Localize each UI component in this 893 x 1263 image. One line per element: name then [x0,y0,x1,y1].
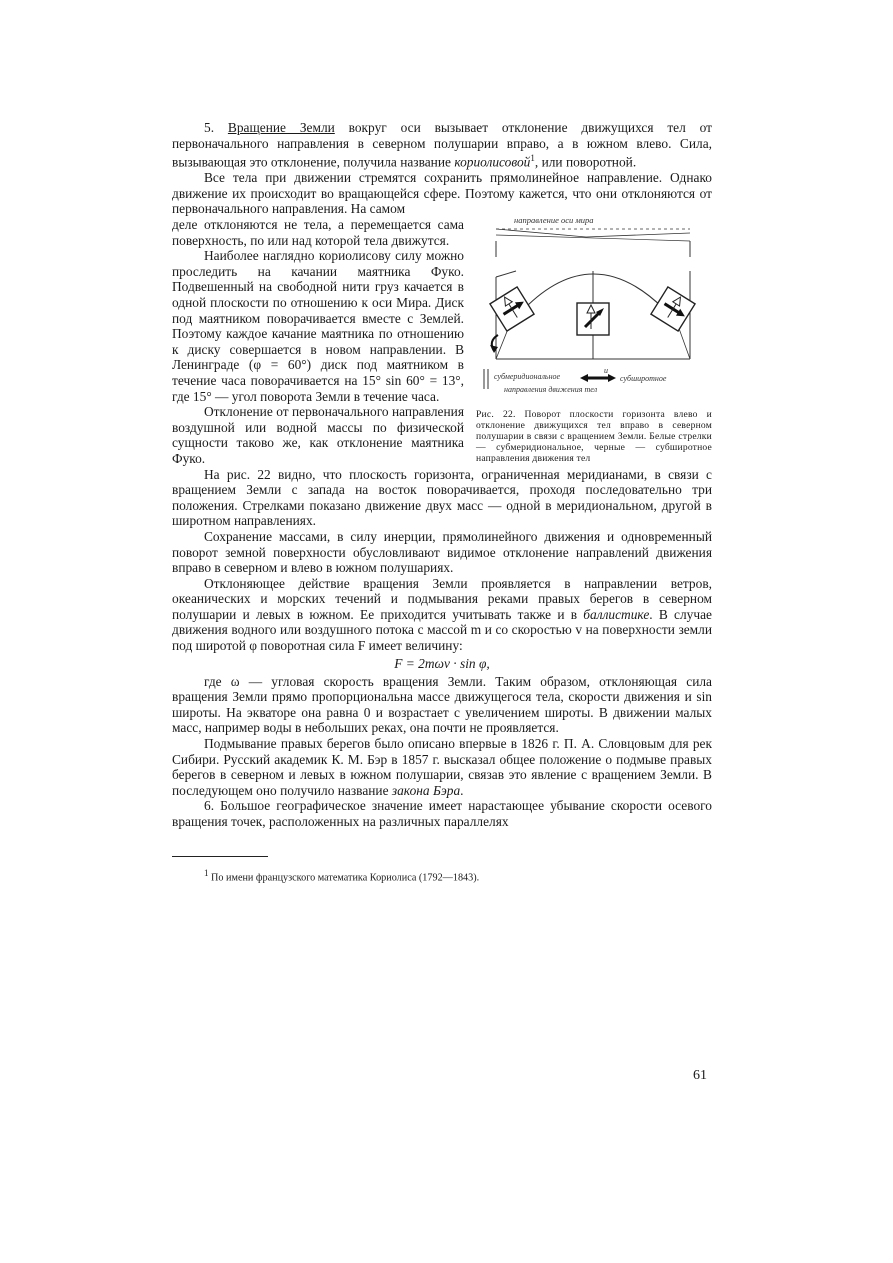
figure-top-label: направление оси мира [514,215,594,226]
page-content [172,120,712,884]
figure-22-diagram [476,211,712,401]
paragraph-inertia-conservation: Сохранение массами, в силу инерции, прямолинейного движения и одновременный поворот земной поверхности обусловливают видимое отклонение направлений движения вправо в северном и влево в южном полушариях. [172,528,712,576]
page-number: 61 [693,1068,707,1083]
paragraph-air-water: Отклонение от первоначального направления воздушной или водной массы по физической сущности таково же, как отклонение маятника Фуко. [172,404,464,466]
figure-caption: Рис. 22. Поворот плоскости горизонта влево и отклонение движущихся тел вправо в северном полушарии в связи с вращением Земли. Белые стрелки — субмеридиональное, черные — субширотное направления движения тел [476,409,712,465]
paragraph-inertia: Все тела при движении стремятся сохранить прямолинейное направление. Однако движение их происходит во вращающейся сфере. Поэтому кажется, что они отклоняются от первоначального направления. На самом [172,170,712,217]
legend-submeridional: субмеридиональное [494,372,561,382]
legend-sublatitudinal: субширотное [620,374,667,384]
term-baer-law: закона Бэра [391,782,461,798]
term-coriolis: кориолисовой [454,154,531,170]
footnote-divider [172,856,268,857]
footnote-ref[interactable]: 1 [530,153,535,164]
paragraph-5: 5. Вращение Земли вокруг оси вызывает отклонение движущихся тел от первоначального направления в северном полушарии вправо, а в южном влево. Сила, вызывающая это отклонение, получила название кориолисовой$^1$, или поворотной. [172,120,713,170]
legend-directions: направления движения тел [504,385,598,395]
text-beside-figure [172,217,464,467]
paragraph-foucault: Наиболее наглядно кориолисову силу можно проследить на качании маятника Фуко. Подвешенный на свободной нити груз качается в одной плоскости по отношению к оси Мира. Диск под маятником поворачивается вместе с Землей. Поэтому каждое качание маятника по отношению к диску совершается в новом направлении. В Ленинграде (φ = 60°) диск под маятником в течение часа поворачивается на 15° sin 60° = 13°, где 15° — угол поворота Земли в течение часа. [172,248,464,404]
footnote: $^1$ По имени французского математика Кориолиса (1792—1843). [204,867,480,883]
coriolis-formula: F = 2mωv · sin φ, [394,655,490,671]
underlined-phrase: Вращение Земли [227,120,335,135]
term-ballistics: баллистике [583,606,650,622]
paragraph-6: 6. Большое географическое значение имеет нарастающее убывание скорости осевого вращения точек, расположенных на различных параллелях [172,798,712,829]
paragraph-omega: где ω — угловая скорость вращения Земли. Таким образом, отклоняющая сила вращения Земли прямо пропорциональна массе движущегося тела, скорости движения и sin широты. На экваторе она равна 0 и возрастает с увеличением широты. В движении малых масс, например воды в небольших реках, она почти не проявляется. [172,673,712,736]
paragraph-inertia-continued: деле отклоняются не тела, а перемещается сама поверхность, по или над которой тела движутся. [172,217,464,248]
paragraph-deflection: Отклоняющее действие вращения Земли проявляется в направлении ветров, океанических и морских течений и подмывания реками правых берегов в северном полушарии и левых в южном. Ее приходится учитывать также и в баллистике. В случае движения водного или воздушного потока с массой m и со скоростью v на поверхности земли под широтой φ поворотная сила F имеет величину: [172,575,712,654]
figure-22 [476,211,712,464]
legend-and: и [604,366,608,376]
paragraph-baer: Подмывание правых берегов было описано впервые в 1826 г. П. А. Словцовым для рек Сибири. Русский академик К. М. Бэр в 1857 г. высказал общее положение о подмыве правых берегов в северном и левых в южном полушарии, связав это явление с вращением Земли. В последующем оно получило название закона Бэра. [172,736,712,798]
paragraph-fig22: На рис. 22 видно, что плоскость горизонта, ограниченная меридианами, в связи с вращением Земли с запада на восток поворачивается, проходя последовательно три положения. Стрелками показано движение двух масс — одной в меридиональном, другой в широтном направлениях. [172,466,712,529]
